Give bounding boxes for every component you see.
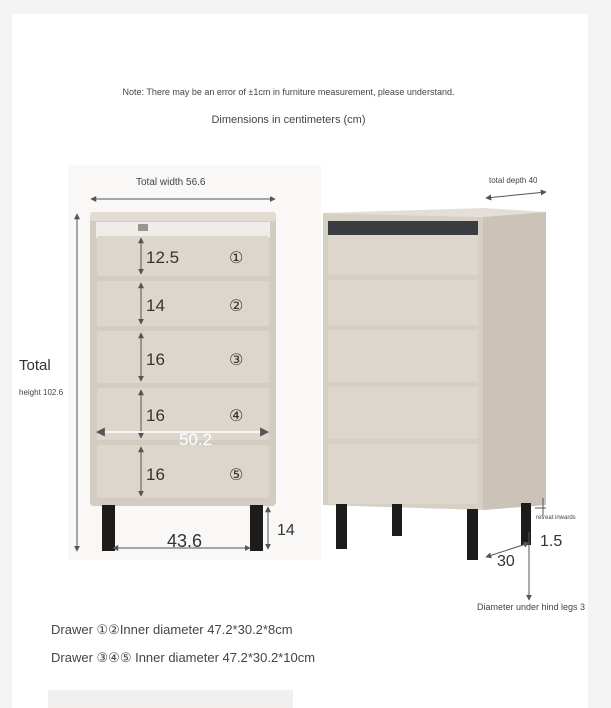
label-tag <box>138 224 148 231</box>
inner-width-label: 50.2 <box>179 430 213 449</box>
side-leg-front-left <box>336 504 347 549</box>
side-drawer-2 <box>328 280 478 325</box>
side-leg-front-right <box>467 509 478 560</box>
drawer-height-label: 16 <box>146 406 165 425</box>
drawer-height-label: 14 <box>146 296 165 315</box>
hind-leg-note: Diameter under hind legs 3 <box>477 602 586 612</box>
side-panel <box>483 212 546 510</box>
drawer-number-label: ④ <box>229 406 244 425</box>
total-height-label: height 102.6 <box>19 388 64 397</box>
drawer-height-label: 12.5 <box>146 248 180 267</box>
spec-line-1: Drawer ①②Inner diameter 47.2*30.2*8cm <box>51 622 293 637</box>
drawer-height-label: 16 <box>146 350 165 369</box>
side-top-opening <box>328 221 478 235</box>
side-drawer-1 <box>328 235 478 275</box>
leg-height-label: 14 <box>277 522 295 539</box>
drawer-number-label: ① <box>229 248 244 267</box>
side-drawer-4 <box>328 387 478 439</box>
front-leg-right <box>250 505 263 551</box>
units-caption: Dimensions in centimeters (cm) <box>211 114 366 126</box>
retreat-value: 1.5 <box>540 533 563 550</box>
spec-line-2: Drawer ③④⑤ Inner diameter 47.2*30.2*10cm <box>51 650 316 665</box>
side-cabinet <box>323 208 546 560</box>
total-depth-label: total depth 40 <box>489 176 538 185</box>
drawer-number-label: ② <box>229 296 244 315</box>
front-cabinet <box>90 212 276 551</box>
drawer-number-label: ③ <box>229 350 244 369</box>
depth-dimension-line <box>486 192 546 198</box>
front-leg-left <box>102 505 115 551</box>
retreat-label: retreat inwards <box>536 515 576 521</box>
top-opening <box>96 222 270 238</box>
drawer-height-label: 16 <box>146 465 165 484</box>
leg-span-label: 43.6 <box>167 531 203 551</box>
side-leg-back-left <box>392 504 402 536</box>
side-drawer-5 <box>328 444 478 504</box>
total-label: Total <box>19 357 51 374</box>
total-width-label: Total width 56.6 <box>136 177 206 188</box>
leg-depth-label: 30 <box>497 553 515 570</box>
drawer-number-label: ⑤ <box>229 465 244 484</box>
front-top <box>90 212 276 221</box>
side-drawer-3 <box>328 330 478 382</box>
measurement-note: Note: There may be an error of ±1cm in furniture measurement, please understand. <box>122 87 455 97</box>
